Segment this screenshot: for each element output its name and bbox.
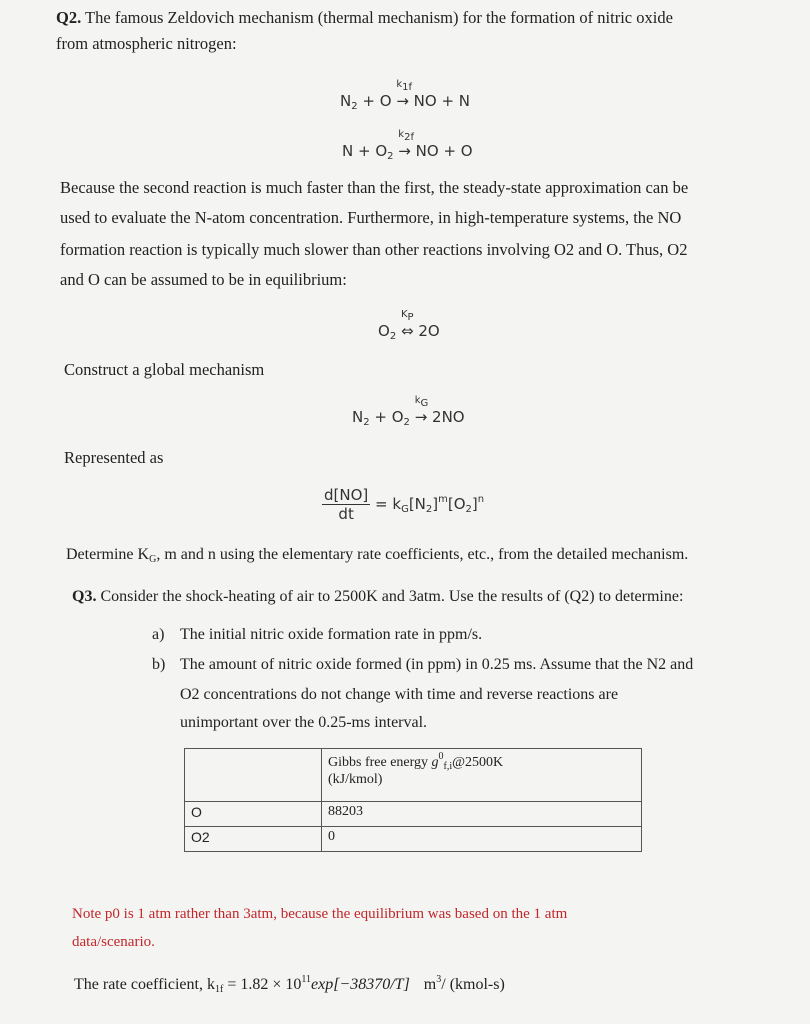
q3-item-b: b) The amount of nitric oxide formed (in ppm) in 0.25 ms. Assume that the N2 and xyxy=(152,656,694,673)
q3-number: Q3. xyxy=(72,588,97,605)
table-row xyxy=(185,827,642,852)
value-cell: 88203 xyxy=(322,802,642,827)
global-arrow: $k_G$ → xyxy=(414,395,429,426)
note-line-2: data/scenario. xyxy=(72,934,155,950)
determine-line: Determine $K_G$, m and n using the elementary rate coefficients, etc., from the detailed mechanism. xyxy=(66,546,689,565)
q2-number: Q2. xyxy=(56,8,82,27)
q3-item-a: a) The initial nitric oxide formation rate in ppm/s. xyxy=(152,626,483,643)
rate-expression: $\frac{d[NO]}{dt}$ = $k_G[N_2]^m[O_2]^n$ xyxy=(324,486,485,523)
table-row xyxy=(185,802,642,827)
q3-item-b-line3: unimportant over the 0.25-ms interval. xyxy=(180,714,428,731)
q2-title-line1 xyxy=(56,8,673,28)
q2-title-line2: from atmospheric nitrogen: xyxy=(56,34,237,53)
species-cell: O xyxy=(185,802,322,827)
reaction-1: $N_2 + O$ $k_{1f}$ → NO + N xyxy=(340,79,471,112)
paragraph-line-3: formation reaction is typically much slower than other reactions involving O2 and O. Thus, O2 xyxy=(60,240,688,259)
q3-line: Q3. Consider the shock-heating of air to 2500K and 3atm. Use the results of (Q2) to determine: xyxy=(72,588,684,605)
value-cell: 0 xyxy=(322,827,642,852)
paragraph-line-4: and O can be assumed to be in equilibrium: xyxy=(60,270,347,289)
global-reaction: $N_2 + O_2$ $k_G$ → 2NO xyxy=(352,395,465,428)
species-cell: O2 xyxy=(185,827,322,852)
q2-title-text: The famous Zeldovich mechanism (thermal mechanism) for the formation of nitric oxide xyxy=(85,8,673,27)
construct-label: Construct a global mechanism xyxy=(64,360,265,379)
q3-item-b-line2: O2 concentrations do not change with time and reverse reactions are xyxy=(180,686,619,703)
equilibrium-reaction: $O_2$ $K_P$ ⇔ 2O xyxy=(378,309,440,342)
reaction-2-arrow: $k_{2f}$ → xyxy=(398,129,414,160)
reaction-1-arrow: $k_{1f}$ → xyxy=(396,79,412,110)
rate-fraction: $\frac{d[NO]}{dt}$ xyxy=(324,486,369,523)
note-line-1: Note p0 is 1 atm rather than 3atm, because the equilibrium was based on the 1 atm xyxy=(72,906,568,922)
reaction-2: $N + O_2$ $k_{2f}$ → NO + O xyxy=(342,129,473,162)
table-header-cell: Gibbs free energy $g^0_{f,i}@2500K$ (kJ/kmol) xyxy=(322,749,642,802)
gibbs-table xyxy=(184,748,642,852)
represented-label: Represented as xyxy=(64,448,164,467)
paragraph-line-2: used to evaluate the N-atom concentration. Furthermore, in high-temperature systems, the NO xyxy=(60,208,682,227)
equilibrium-arrow: $K_P$ ⇔ xyxy=(400,309,414,340)
rate-coefficient-line: The rate coefficient, $k_{1f} = 1.82 \times 10^{11}\exp[-38370/T]$ $m^3/$ (kmol-s) xyxy=(74,974,505,995)
table-header-row xyxy=(185,749,642,802)
paragraph-line-1: Because the second reaction is much faster than the first, the steady-state approximation can be xyxy=(60,178,689,197)
